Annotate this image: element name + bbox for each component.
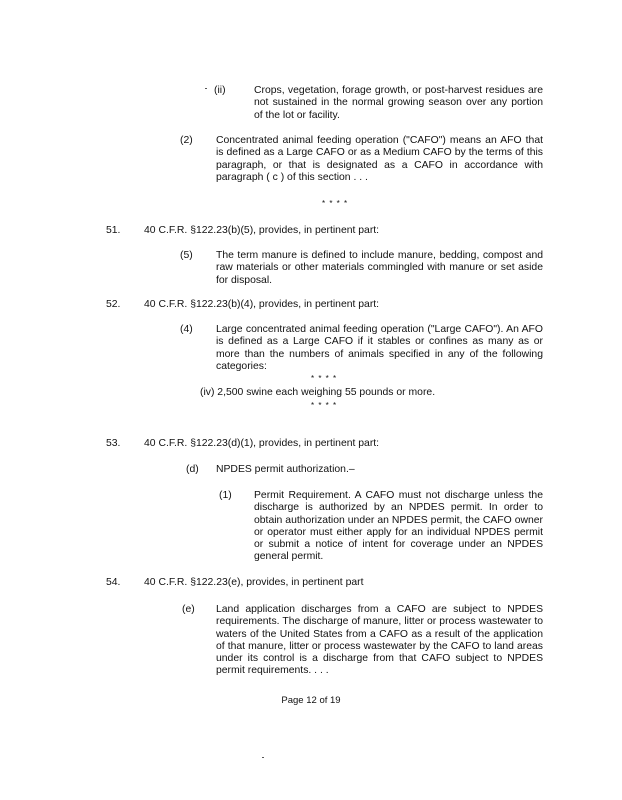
paragraph-53-text: 40 C.F.R. §122.23(d)(1), provides, in pertinent part: — [144, 438, 380, 449]
paragraph-54-number: 54. — [106, 577, 121, 588]
paragraph-d-marker: (d) — [186, 464, 199, 475]
paragraph-51-text: 40 C.F.R. §122.23(b)(5), provides, in pertinent part: — [144, 225, 380, 236]
paragraph-1-marker: (1) — [219, 490, 232, 501]
page-number-footer: Page 12 of 19 — [281, 695, 341, 706]
ellipsis-stars-3: * * * * — [311, 401, 338, 410]
scan-speck — [262, 757, 264, 758]
paragraph-e-marker: (e) — [182, 604, 195, 615]
paragraph-1-text: Permit Requirement. A CAFO must not discharge unless the discharge is authorized by an NPDES permit. In order to obtain authorization under an NPDES permit, the CAFO owner or operator must either apply for an individual NPDES permit or submit a notice of intent for coverage under an NPDES general permit. — [254, 490, 543, 563]
subitem-ii-text: Crops, vegetation, forage growth, or post-harvest residues are not sustained in the normal growing season over any portion of the lot or facility. — [254, 85, 543, 121]
ellipsis-stars-2: * * * * — [311, 374, 338, 383]
paragraph-54-text: 40 C.F.R. §122.23(e), provides, in pertinent part — [144, 577, 364, 588]
paragraph-51-number: 51. — [106, 225, 121, 236]
paragraph-4-text: Large concentrated animal feeding operation ("Large CAFO"). An AFO is defined as a Large CAFO if it stables or confines as many as or more than the numbers of animals specified in any of the following categories: — [216, 324, 543, 372]
paragraph-52-number: 52. — [106, 299, 121, 310]
paragraph-2-marker: (2) — [180, 135, 193, 146]
paragraph-53-number: 53. — [106, 438, 121, 449]
paragraph-d-text: NPDES permit authorization.– — [216, 464, 355, 475]
subitem-iv-text: (iv) 2,500 swine each weighing 55 pounds or more. — [200, 387, 436, 398]
scan-speck — [205, 88, 207, 89]
paragraph-5-marker: (5) — [180, 250, 193, 261]
paragraph-2-text: Concentrated animal feeding operation ("CAFO") means an AFO that is defined as a Large CAFO or as a Medium CAFO by the terms of this paragraph, or that is designated as a CAFO in accordance with paragraph ( c ) of this section . . . — [216, 135, 543, 183]
subitem-ii-marker: (ii) — [214, 85, 226, 96]
paragraph-4-marker: (4) — [180, 324, 193, 335]
paragraph-52-text: 40 C.F.R. §122.23(b)(4), provides, in pertinent part: — [144, 299, 380, 310]
paragraph-5-text: The term manure is defined to include manure, bedding, compost and raw materials or other materials commingled with manure or set aside for disposal. — [216, 250, 543, 286]
ellipsis-stars-1: * * * * — [322, 199, 349, 208]
paragraph-e-text: Land application discharges from a CAFO are subject to NPDES requirements. The discharge of manure, litter or process wastewater to waters of the United States from a CAFO as a result of the application of that manure, litter or process wastewater by the CAFO to land areas under its control is a discharge from that CAFO subject to NPDES permit requirements. . . . — [216, 604, 543, 677]
